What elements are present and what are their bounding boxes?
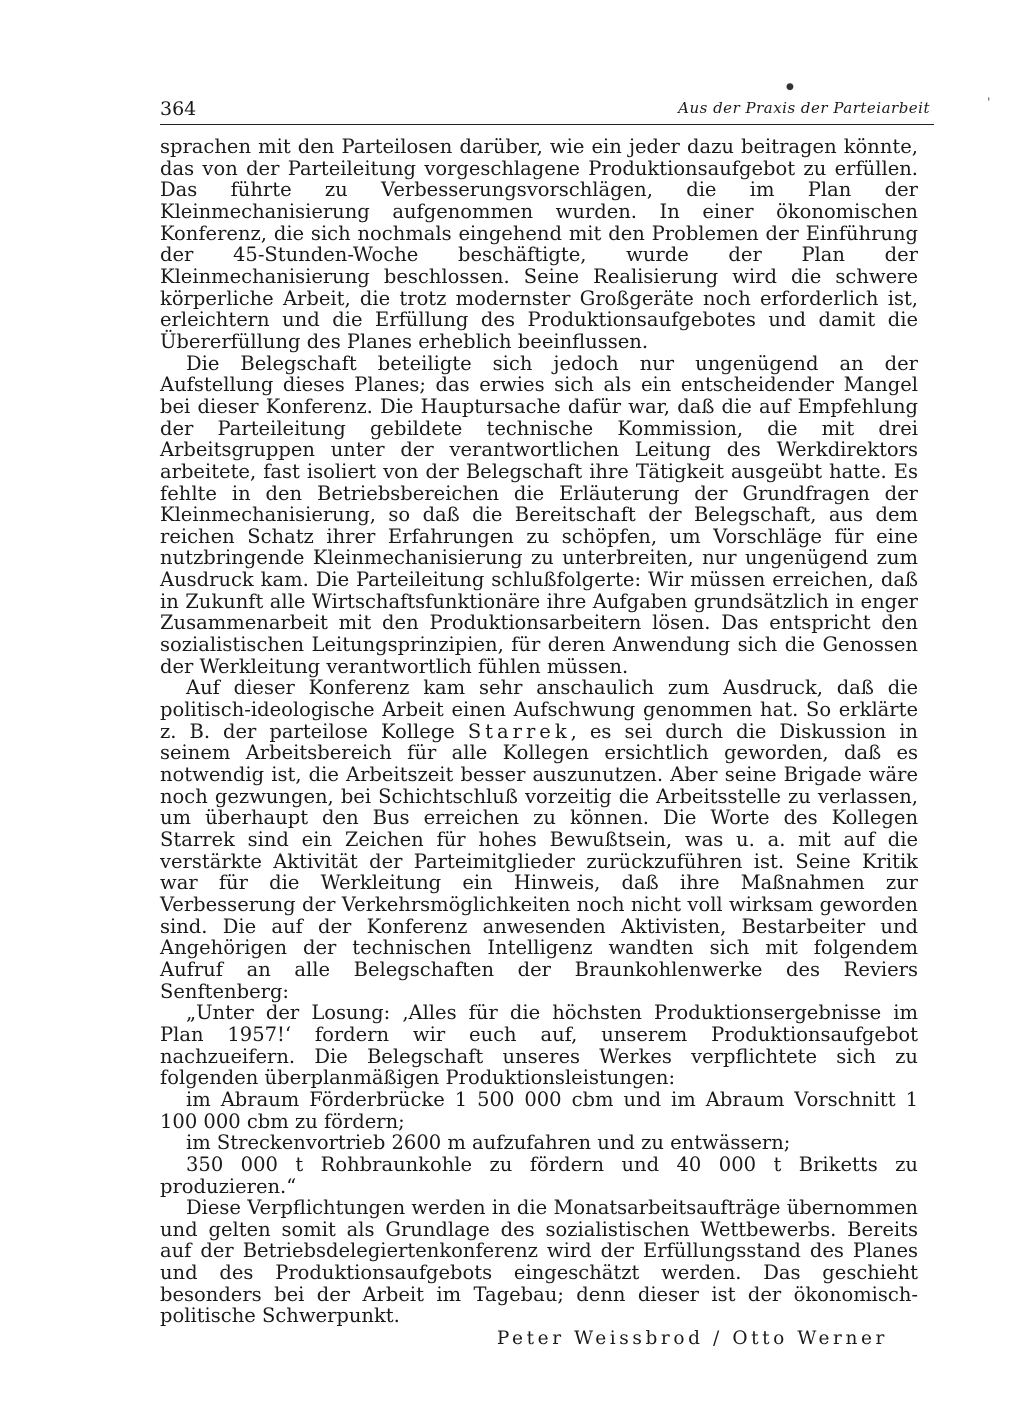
paragraph-3 — [160, 677, 918, 1002]
running-head: Aus der Praxis der Parteiarbeit — [678, 99, 930, 117]
scan-mark-tick: ˋ — [977, 95, 994, 113]
paragraph-3-start: Auf dieser Konferenz kam sehr anschaulich zum Ausdruck, daß die politisch-ideologische Arbeit einen Aufschwung genommen hat. So erklärte z. B. der parteilose Kollege — [160, 676, 918, 743]
commitment-3: 350 000 t Rohbraunkohle zu fördern und 40 000 t Briketts zu produzieren.“ — [160, 1152, 918, 1198]
commitment-2: im Streckenvortrieb 2600 m aufzufahren und zu entwässern; — [186, 1131, 791, 1155]
page-header — [160, 96, 934, 125]
paragraph-1: sprachen mit den Parteilosen darüber, wie ein jeder dazu beitragen könnte, das von der Parteileitung vorgeschlagene Produktionsaufgebot zu erfüllen. Das führte zu Verbesserungsvorschlägen, die im Plan der Kleinmechanisierung aufgenommen wurden. In einer ökonomischen Konferenz, die sich nochmals eingehend mit den Problemen der Einführung der 45-Stunden-Woche beschäftigte, wurde der Plan der Kleinmechanisierung beschlossen. Seine Realisierung wird die schwere körperliche Arbeit, die trotz modernster Großgeräte noch erforderlich ist, erleichtern und die Erfüllung des Produktionsaufgebotes und damit die Übererfüllung des Planes erheblich beeinflussen. — [160, 135, 918, 353]
name-starrek: Starrek — [467, 719, 571, 743]
author-signature: Peter Weissbrod / Otto Werner — [496, 1328, 888, 1350]
body-text — [160, 136, 918, 1349]
scan-mark-dot: ● — [786, 82, 794, 92]
paragraph-2: Die Belegschaft beteiligte sich jedoch nur ungenügend an der Aufstellung dieses Planes; das erwies sich als ein entscheidender Mangel bei dieser Konferenz. Die Hauptursache dafür war, daß die auf Empfehlung der Parteileitung gebildete technische Kommission, die mit drei Arbeitsgruppen unter der verantwortlichen Leitung des Werkdirektors arbeitete, fast isoliert von der Belegschaft ihre Tätigkeit ausgeübt hatte. Es fehlte in den Betriebsbereichen die Erläuterung der Grundfragen der Kleinmechanisierung, so daß die Bereitschaft der Belegschaft, aus dem reichen Schatz ihrer Erfahrungen zu schöpfen, um Vorschläge für eine nutzbringende Kleinmechanisierung zu unterbreiten, nur ungenügend zum Ausdruck kam. Die Parteileitung schlußfolgerte: Wir müssen erreichen, daß in Zukunft alle Wirtschaftsfunktionäre ihre Aufgaben grundsätzlich in enger Zusammenarbeit mit den Produktionsarbeitern lösen. Das entspricht den sozialistischen Leitungsprinzipien, für deren Anwendung sich die Genossen der Werkleitung verantwortlich fühlen müssen. — [160, 351, 918, 678]
appeal-quote: „Unter der Losung: ‚Alles für die höchsten Produktionsergebnisse im Plan 1957!‘ fordern wir euch auf, unserem Produktionsaufgebot nachzueifern. Die Belegschaft unseres Werkes verpflichtete sich zu folgenden überplanmäßigen Produktionsleistungen: — [160, 1001, 918, 1090]
commitment-1: im Abraum Förderbrücke 1 500 000 cbm und im Abraum Vorschnitt 1 100 000 cbm zu fördern; — [160, 1087, 918, 1133]
page-number: 364 — [160, 98, 197, 120]
paragraph-3-end: , es sei durch die Diskussion in seinem Arbeitsbereich für alle Kollegen ersichtlich geworden, daß es notwendig ist, die Arbeitszeit besser auszunutzen. Aber seine Brigade wäre noch gezwungen, bei Schichtschluß vorzeitig die Arbeitsstelle zu verlassen, um überhaupt den Bus erreichen zu können. Die Worte des Kollegen Starrek sind ein Zeichen für hohes Bewußtsein, was u. a. mit auf die verstärkte Aktivität der Parteimitglieder zurückzuführen ist. Seine Kritik war für die Werkleitung ein Hinweis, daß ihre Maßnahmen zur Verbesserung der Verkehrsmöglichkeiten noch nicht voll wirksam geworden sind. Die auf der Konferenz anwesenden Aktivisten, Bestarbeiter und Angehörigen der technischen Intelligenz wandten sich mit folgendem Aufruf an alle Belegschaften der Braunkohlenwerke des Reviers Senftenberg: — [160, 719, 918, 1003]
paragraph-closing: Diese Verpflichtungen werden in die Monatsarbeitsaufträge übernommen und gelten somit als Grundlage des sozialistischen Wettbewerbs. Bereits auf der Betriebsdelegiertenkonferenz wird der Erfüllungsstand des Planes und des Produktionsaufgebots eingeschätzt werden. Das geschieht besonders bei der Arbeit im Tagebau; denn dieser ist der ökonomisch-politische Schwerpunkt. — [160, 1196, 918, 1328]
